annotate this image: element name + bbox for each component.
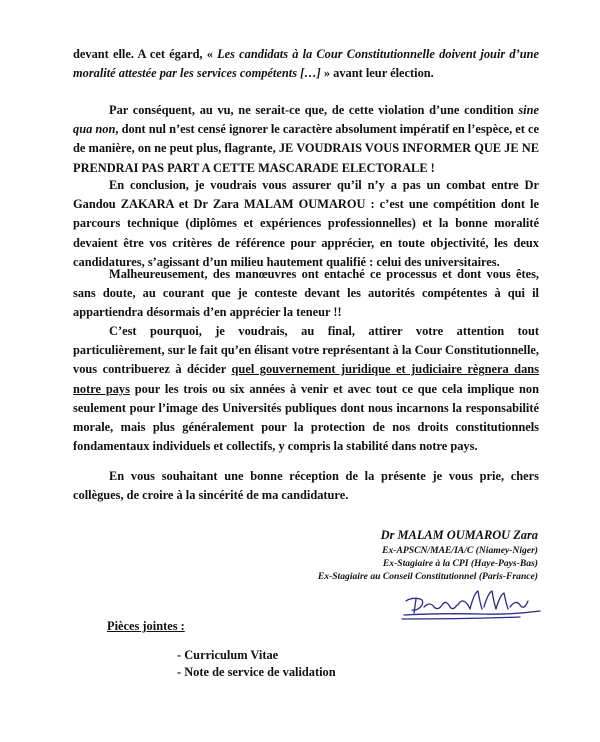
paragraph-5 xyxy=(73,322,539,456)
paragraph-3-text: En conclusion, je voudrais vous assurer qu’il n’y a pas un combat entre Dr Gandou ZAKARA et Dr Zara MALAM OUMAROU : c’est une compétition dont le parcours technique (diplômes et expériences professionnelles) et la bonne moralité devaient être vos critères de référence pour apprécier, en toute objectivité, les deux candidatures, s’agissant d’un milieu hautement qualifié : celui des universitaires. xyxy=(73,178,539,269)
paragraph-6-text: En vous souhaitant une bonne réception de la présente je vous prie, chers collègues, de croire à la sincérité de ma candidature. xyxy=(73,469,539,503)
paragraph-2 xyxy=(73,101,539,178)
signatory-title-2: Ex-Stagiaire à la CPI (Haye-Pays-Bas) xyxy=(382,558,538,569)
paragraph-5-text-b: pour les trois ou six années à venir et avec tout ce que cela implique non seulement pour l’image des Universités publiques dont nous incarnons la responsabilité morale, mais plus généralement pour la protection de nos droits constitutionnels fondamentaux individuels et collectifs, y compris la stabilité dans notre pays. xyxy=(73,381,539,454)
paragraph-5-text-a: C’est pourquoi, je voudrais, au final, attirer votre attention tout particulièrement, sur le fait qu’en élisant votre représentant à la Cour Constitutionnelle, vous contribuerez à décider xyxy=(73,324,539,377)
latin-phrase: sine qua non xyxy=(73,103,539,137)
signature-block xyxy=(290,528,538,583)
paragraph-1 xyxy=(73,45,539,83)
paragraph-2-text-b: , dont nul n’est censé ignorer le caractère absolument impératif en l’espèce, et ce de manière, on ne peut plus, flagrante, JE VOUDRAIS VOUS INFORMER QUE JE NE PRENDRAI PAS PART A CETTE MASCARADE ELECTORALE ! xyxy=(73,122,540,175)
signatory-name: Dr MALAM OUMAROU Zara xyxy=(380,528,538,542)
attachment-item: - Curriculum Vitae xyxy=(177,648,279,662)
attachments-title: Pièces jointes : xyxy=(107,619,185,633)
attachment-item: - Note de service de validation xyxy=(177,665,336,679)
attachments-list xyxy=(177,647,336,681)
paragraph-3 xyxy=(73,176,539,272)
signatory-title-1: Ex-APSCN/MAE/IA/C (Niamey-Niger) xyxy=(382,545,538,556)
handwritten-signature xyxy=(400,583,550,623)
underlined-phrase: quel gouvernement juridique et judiciaire règnera dans notre pays xyxy=(73,362,539,396)
paragraph-4-text: Malheureusement, des manœuvres ont entaché ce processus et dont vous êtes, sans doute, au courant que je conteste devant les autorités compétentes à qui il appartiendra désormais d’en apprécier la teneur !! xyxy=(73,267,539,320)
paragraph-6 xyxy=(73,467,539,505)
paragraph-1-text-b: » avant leur élection. xyxy=(320,66,434,81)
signature-strokes xyxy=(402,591,540,619)
paragraph-4 xyxy=(73,265,539,323)
paragraph-2-text-a: Par conséquent, au vu, ne serait-ce que, de cette violation d’une condition xyxy=(109,103,519,117)
paragraph-1-text-a: devant elle. A cet égard, « xyxy=(73,47,218,61)
signatory-title-3: Ex-Stagiaire au Conseil Constitutionnel (Paris-France) xyxy=(317,571,538,582)
quoted-requirement: Les candidats à la Cour Constitutionnelle doivent jouir d’une moralité attestée par les services compétents […] xyxy=(73,47,539,81)
